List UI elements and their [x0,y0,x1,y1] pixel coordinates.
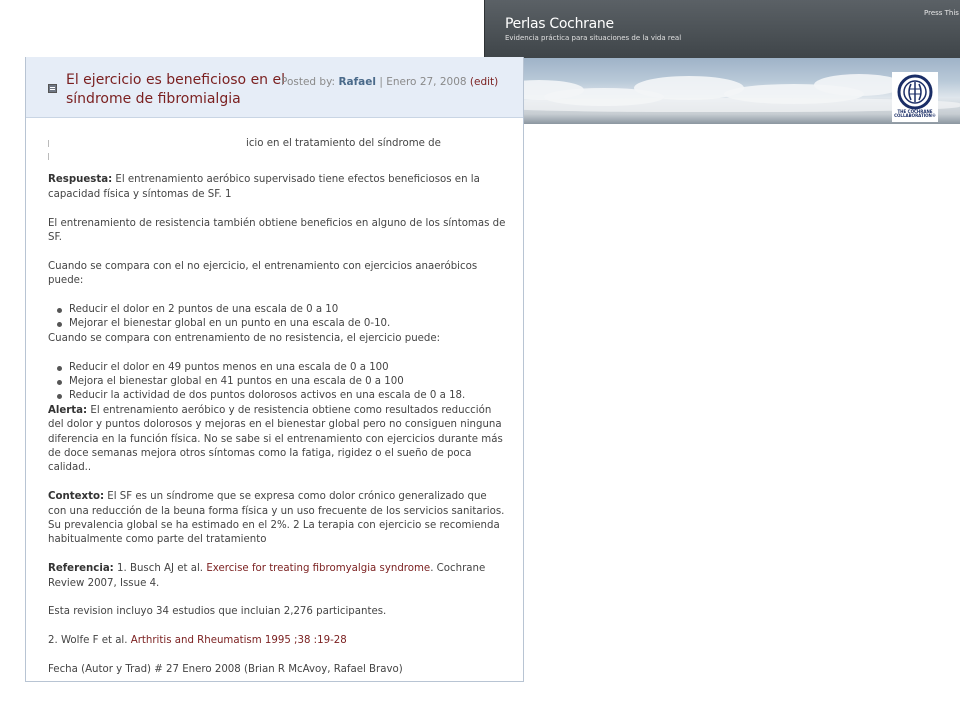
ref2-link[interactable]: Arthritis and Rheumatism 1995 ;38 :19-28 [130,635,347,647]
cochrane-logo[interactable] [892,72,938,122]
post-title[interactable]: El ejercicio es beneficioso en el síndrome de fibromialgia [66,72,286,107]
respuesta-paragraph [48,173,508,202]
referencia-paragraph [48,562,508,591]
anaerobic-list [48,303,508,332]
resistencia-paragraph: El entrenamiento de resistencia también obtiene beneficios en alguno de los síntomas de SF. [48,217,506,244]
alerta-paragraph [48,404,508,476]
contexto-text: El SF es un síndrome que se expresa como dolor crónico generalizado que con una reducción de la beuna forma física y un uso frecuente de los servicios sanitarios. Su prevalencia global se ha estimado en el 2%. 2 La terapia con ejercicio se recomienda habitualmente como parte del tratamiento [48,491,505,546]
logo-caption: THE COCHRANE COLLABORATION® [894,109,936,118]
list-item: Reducir el dolor en 2 puntos de una escala de 0 a 10 [48,303,508,317]
respuesta-text: El entrenamiento aeróbico supervisado tiene efectos beneficiosos en la capacidad física y síntomas de SF. 1 [48,174,480,200]
site-header [484,0,960,124]
revision-paragraph: Esta revision incluyo 34 estudios que incluian 2,276 participantes. [48,606,387,618]
meta-separator: | [379,76,383,88]
press-this-link[interactable]: Press This [924,9,959,17]
header-bar [484,0,960,58]
post-date: Enero 27, 2008 [386,76,467,88]
post-icon [48,84,57,93]
referencia-label: Referencia: [48,563,114,575]
post-body [48,137,508,682]
list-item: Mejorar el bienestar global en un punto en una escala de 0-10. [48,317,508,331]
list-item: Reducir la actividad de dos puntos dolorosos activos en una escala de 0 a 18. [48,389,508,403]
alerta-label: Alerta: [48,404,88,416]
post-meta [281,76,498,88]
respuesta-label: Respuesta: [48,174,113,186]
sky-banner-image [484,58,960,124]
fecha-paragraph: Fecha (Autor y Trad) # 27 Enero 2008 (Brian R McAvoy, Rafael Bravo) [48,664,403,676]
ref1-prefix: 1. Busch AJ et al. [117,563,204,575]
posted-by-label: Posted by: [281,76,336,88]
list-item: Reducir el dolor en 49 puntos menos en una escala de 0 a 100 [48,361,508,375]
alerta-text: El entrenamiento aeróbico y de resistencia obtiene como resultados reducción del dolor y puntos dolorosos y mejoras en el bienestar global pero no consiguen ninguna diferencia en la función física. No se sabe si el entrenamiento con ejercicios durante más de doce semanas mejora otros síntomas como la fatiga, rigidez o el sueño de poca calidad.. [48,404,503,474]
ref2-prefix: 2. Wolfe F et al. [48,635,128,647]
contexto-paragraph [48,490,508,548]
edit-link[interactable]: (edit) [469,76,499,88]
article-panel [25,57,524,682]
anaerobic-intro: Cuando se compara con el no ejercicio, el entrenamiento con ejercicios anaeróbicos puede: [48,260,478,287]
author-link[interactable]: Rafael [338,76,376,88]
question-fragment: icio en el tratamiento del síndrome de [48,137,508,151]
ref1-suffix: . Cochrane Review 2007, Issue 4. [48,563,486,589]
cochrane-logo-icon [897,74,933,110]
ref2-paragraph [48,634,508,648]
post-header [26,57,523,118]
list-item: Mejora el bienestar global en 41 puntos en una escala de 0 a 100 [48,375,508,389]
no-resistance-intro: Cuando se compara con entrenamiento de no resistencia, el ejercicio puede: [48,332,441,344]
site-title[interactable]: Perlas Cochrane [505,16,614,32]
ref1-link[interactable]: Exercise for treating fibromyalgia syndrome [206,563,431,575]
site-subtitle: Evidencia práctica para situaciones de la vida real [505,34,682,42]
contexto-label: Contexto: [48,491,105,503]
no-resistance-list [48,361,508,404]
